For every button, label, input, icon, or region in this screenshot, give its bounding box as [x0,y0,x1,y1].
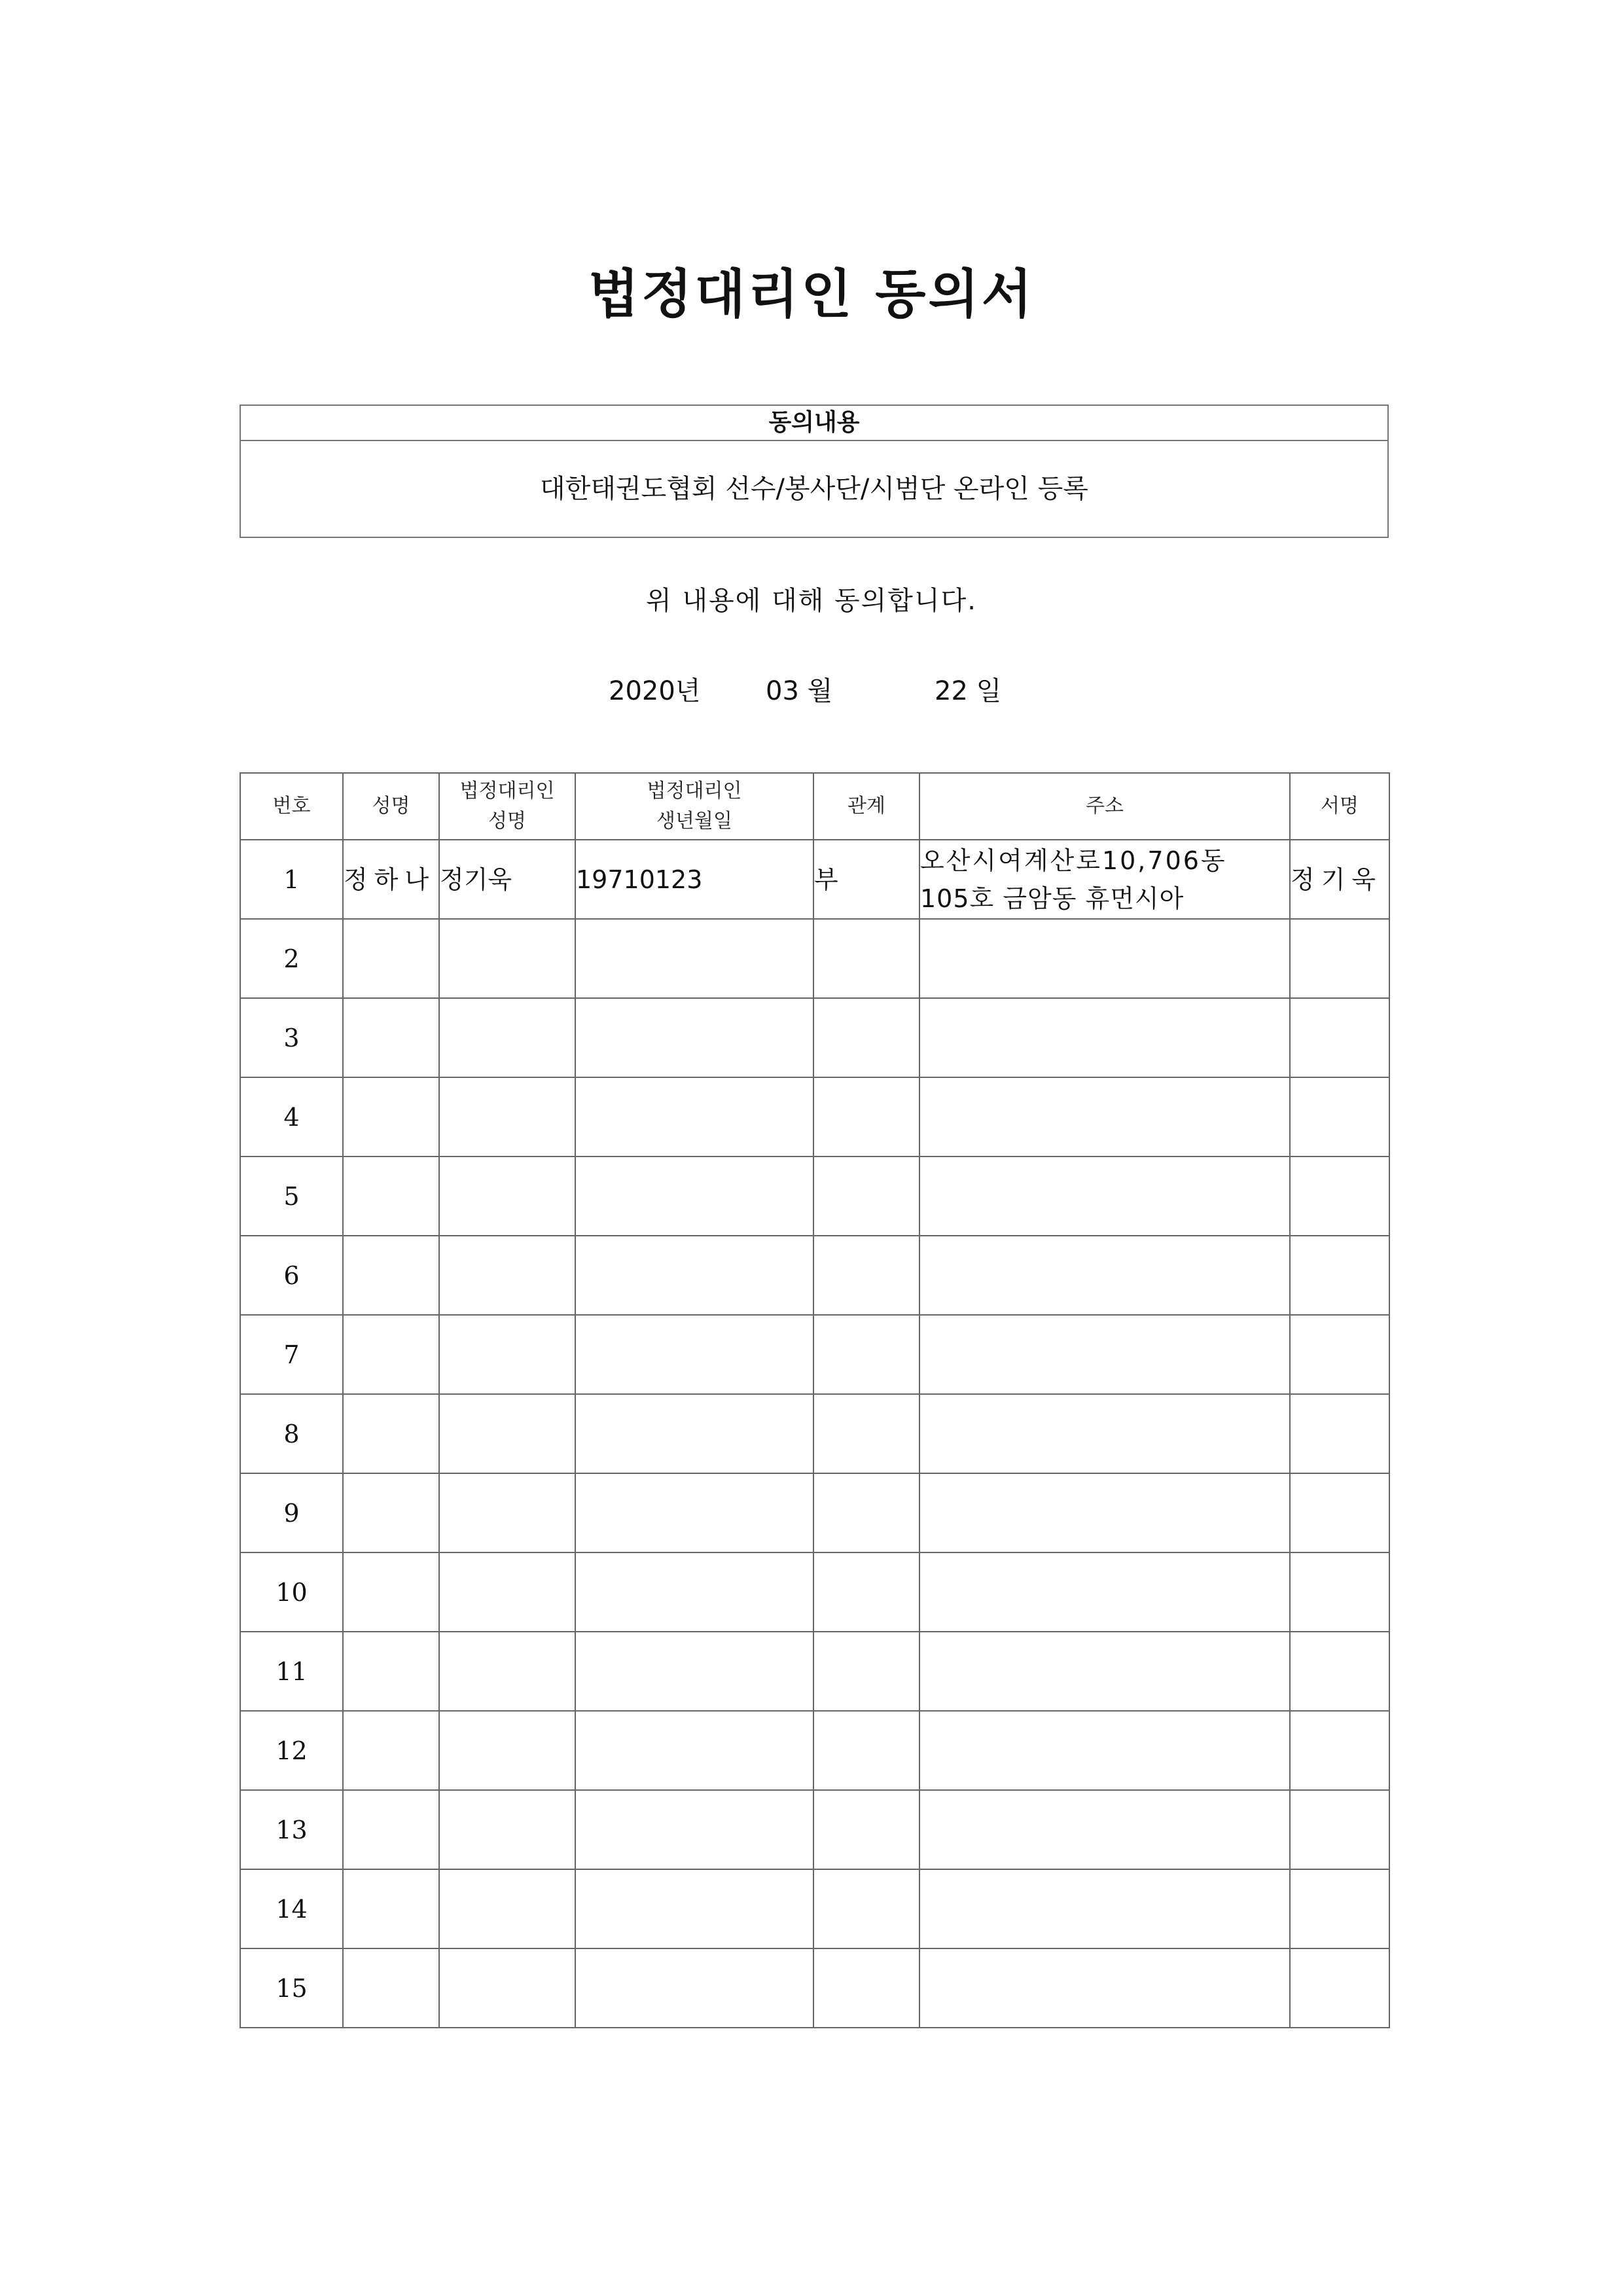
table-row [240,1948,1389,2028]
row-address [919,1632,1290,1711]
row-guardian-name: 정기욱 [439,840,575,919]
row-guardian-birth [575,919,813,998]
row-guardian-name [439,1790,575,1869]
row-relation [813,1869,919,1948]
agreement-statement: 위 내용에 대해 동의합니다. [646,586,977,616]
row-relation [813,1632,919,1711]
table-row [240,1315,1389,1394]
row-address [919,1236,1290,1315]
row-guardian-name [439,919,575,998]
table-row [240,1157,1389,1236]
row-number: 4 [240,1077,343,1157]
row-relation [813,1077,919,1157]
header-guardian-birth: 법정대리인 생년월일 [575,773,813,840]
row-name [343,1157,439,1236]
row-name [343,1077,439,1157]
row-number: 8 [240,1394,343,1473]
row-address [919,1790,1290,1869]
table-row [240,1077,1389,1157]
row-relation [813,998,919,1077]
row-guardian-birth [575,1236,813,1315]
row-signature [1290,1077,1389,1157]
row-address [919,919,1290,998]
row-signature [1290,1869,1389,1948]
row-address-line1: 오산시여계산로10,706동 [920,846,1227,875]
table-header-row [240,773,1389,840]
row-guardian-name [439,1711,575,1790]
row-guardian-birth [575,998,813,1077]
row-name [343,1552,439,1632]
row-number: 13 [240,1790,343,1869]
row-relation [813,919,919,998]
row-address [919,1552,1290,1632]
row-address [919,1948,1290,2028]
row-number: 2 [240,919,343,998]
date-year: 2020년 [609,676,701,706]
row-guardian-birth [575,1711,813,1790]
row-guardian-birth: 19710123 [575,840,813,919]
table-row [240,1790,1389,1869]
row-guardian-name [439,998,575,1077]
row-address [919,840,1290,919]
row-guardian-name [439,1315,575,1394]
header-relation: 관계 [813,773,919,840]
row-guardian-name [439,1236,575,1315]
row-address [919,998,1290,1077]
consent-header: 동의내용 [241,406,1387,441]
row-relation [813,1711,919,1790]
header-signature: 서명 [1290,773,1389,840]
row-signature [1290,1632,1389,1711]
row-number: 11 [240,1632,343,1711]
row-number: 5 [240,1157,343,1236]
row-address [919,1394,1290,1473]
row-guardian-name [439,1948,575,2028]
row-name [343,1790,439,1869]
row-address [919,1473,1290,1552]
row-name [343,1632,439,1711]
table-row [240,1394,1389,1473]
row-number: 7 [240,1315,343,1394]
table-row [240,1711,1389,1790]
row-name [343,1473,439,1552]
row-signature [1290,1236,1389,1315]
header-number: 번호 [240,773,343,840]
table-row [240,1552,1389,1632]
row-guardian-birth [575,1394,813,1473]
row-guardian-name [439,1552,575,1632]
row-number: 12 [240,1711,343,1790]
row-name [343,1236,439,1315]
row-guardian-name [439,1869,575,1948]
row-address-line2: 105호 금암동 휴먼시아 [920,884,1185,913]
row-relation [813,1315,919,1394]
table-row [240,1236,1389,1315]
row-name [343,1869,439,1948]
row-name [343,998,439,1077]
row-name [343,919,439,998]
consent-box [240,404,1389,538]
table-row [240,1632,1389,1711]
row-guardian-birth [575,1552,813,1632]
row-number: 3 [240,998,343,1077]
row-signature [1290,998,1389,1077]
row-guardian-birth [575,1948,813,2028]
row-guardian-name [439,1157,575,1236]
page-title: 법정대리인 동의서 [588,264,1035,325]
row-relation [813,1157,919,1236]
row-name [343,1315,439,1394]
table-row [240,919,1389,998]
row-guardian-birth [575,1157,813,1236]
row-relation [813,1552,919,1632]
row-signature [1290,1394,1389,1473]
row-guardian-birth [575,1632,813,1711]
row-relation [813,1948,919,2028]
row-signature [1290,1473,1389,1552]
header-address: 주소 [919,773,1290,840]
row-signature [1290,1948,1389,2028]
row-relation [813,1473,919,1552]
row-guardian-birth [575,1473,813,1552]
table-row [240,840,1389,919]
row-guardian-name [439,1077,575,1157]
table-row [240,1869,1389,1948]
row-signature [1290,1315,1389,1394]
row-signature [1290,919,1389,998]
row-name [343,1948,439,2028]
row-guardian-birth [575,1077,813,1157]
row-name: 정하나 [343,840,439,919]
row-name [343,1711,439,1790]
row-signature [1290,1552,1389,1632]
row-relation [813,1394,919,1473]
row-signature [1290,1157,1389,1236]
table-row [240,1473,1389,1552]
row-guardian-birth [575,1869,813,1948]
row-number: 15 [240,1948,343,2028]
row-name [343,1394,439,1473]
row-signature: 정기욱 [1290,840,1389,919]
row-guardian-name [439,1394,575,1473]
date-day: 22 일 [935,676,1002,706]
consent-content: 대한태권도협회 선수/봉사단/시범단 온라인 등록 [540,474,1088,504]
row-relation [813,1790,919,1869]
guardian-table [240,772,1390,2028]
row-number: 9 [240,1473,343,1552]
row-address [919,1157,1290,1236]
row-address [919,1315,1290,1394]
row-number: 14 [240,1869,343,1948]
row-address [919,1869,1290,1948]
date-month: 03 월 [766,676,833,706]
header-name: 성명 [343,773,439,840]
row-guardian-name [439,1632,575,1711]
row-number: 6 [240,1236,343,1315]
row-number: 1 [240,840,343,919]
row-guardian-birth [575,1315,813,1394]
table-row [240,998,1389,1077]
row-guardian-name [439,1473,575,1552]
row-relation: 부 [813,840,919,919]
header-guardian-name: 법정대리인 성명 [439,773,575,840]
row-number: 10 [240,1552,343,1632]
row-signature [1290,1711,1389,1790]
row-address [919,1077,1290,1157]
row-guardian-birth [575,1790,813,1869]
row-signature [1290,1790,1389,1869]
row-relation [813,1236,919,1315]
row-address [919,1711,1290,1790]
